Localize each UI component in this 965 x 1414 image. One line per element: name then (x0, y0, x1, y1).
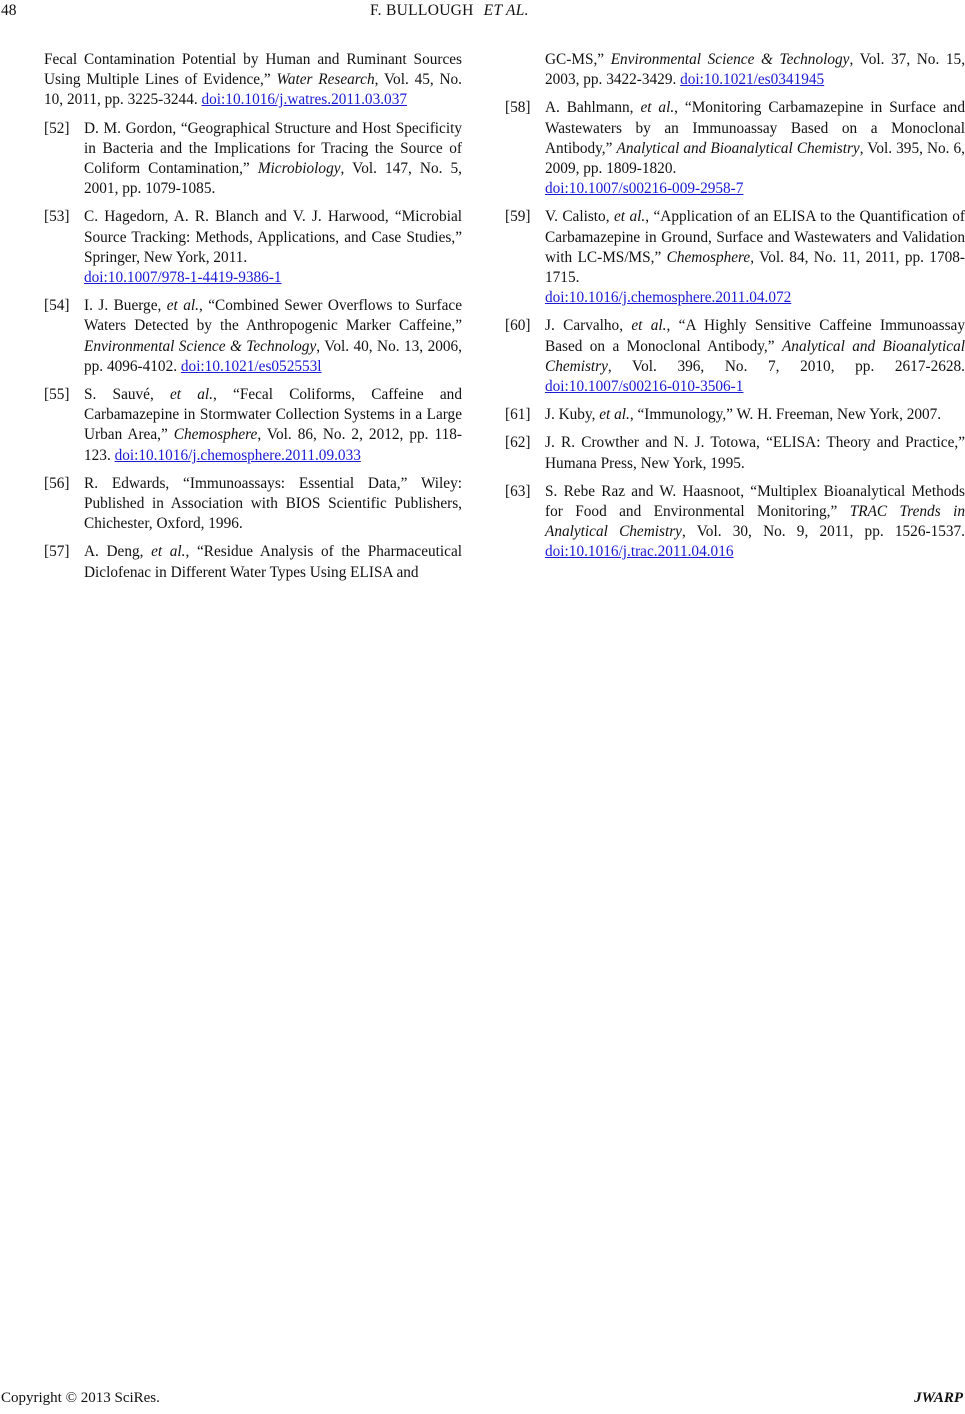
reference-entry (505, 98, 965, 199)
doi-link[interactable]: doi:10.1021/es0341945 (680, 71, 825, 89)
journal-title: Chemosphere (666, 248, 751, 266)
reference-entry (505, 482, 965, 563)
page-number: 48 (1, 2, 17, 19)
reference-number: [52] (44, 119, 70, 137)
et-al: et al. (151, 543, 186, 561)
reference-continuation: GC-MS,” Environmental Science & Technology, Vol. 37, No. 15, 2003, pp. 3422-3429. doi:10.1021/es0341945 (545, 51, 965, 89)
reference-text: C. Hagedorn, A. R. Blanch and V. J. Harwood, “Microbial Source Tracking: Methods, Applications, and Case Studies,” Springer, New York, 2011. (84, 208, 462, 266)
doi-link[interactable]: doi:10.1007/s00216-009-2958-7 (545, 180, 744, 198)
et-al: et al. (170, 386, 213, 404)
et-al: ET AL. (483, 2, 529, 19)
et-al: et al. (599, 406, 630, 424)
reference-number: [62] (505, 434, 531, 452)
reference-text: , “Combined Sewer Overflows to Surface Waters Detected by the Anthropogenic Marker Caffeine,” (84, 297, 462, 335)
reference-entry (44, 474, 462, 535)
journal-abbreviation: JWARP (914, 1390, 963, 1406)
reference-details: , Vol. 147, No. 5, 2001, pp. 1079-1085. (84, 160, 462, 198)
reference-text: , “Monitoring Carbamazepine in Surface and Wastewaters by an Immunoassay Based on a Monoclonal Antibody,” (545, 99, 965, 157)
reference-number: [61] (505, 406, 531, 424)
reference-entry (44, 296, 462, 377)
et-al: et al. (640, 99, 675, 117)
reference-text: , “Immunology,” W. H. Freeman, New York, 2007. (629, 406, 942, 424)
doi-link[interactable]: doi:10.1007/s00216-010-3506-1 (545, 378, 744, 396)
reference-number: [57] (44, 543, 70, 561)
reference-number: [58] (505, 99, 531, 117)
reference-text: J. Carvalho, (545, 317, 632, 335)
reference-entry (505, 316, 965, 397)
author-name: F. BULLOUGH (370, 2, 474, 19)
reference-number: [55] (44, 386, 70, 404)
reference-text: D. M. Gordon, “Geographical Structure and Host Specificity in Bacteria and the Implications for Tracing the Source of Coliform Contamination,” (84, 119, 462, 178)
reference-number: [60] (505, 317, 531, 335)
reference-text: S. Rebe Raz and W. Haasnoot, “Multiplex Bioanalytical Methods for Food and Environmental Monitoring,” (545, 482, 965, 521)
et-al: et al. (613, 208, 646, 226)
running-header (0, 0, 965, 24)
reference-text: , “Fecal Coliforms, Caffeine and Carbamazepine in Stormwater Collection Systems in a Large Urban Area,” (84, 386, 462, 444)
doi-link[interactable]: doi:10.1016/j.chemosphere.2011.09.033 (114, 446, 361, 464)
journal-title: Chemosphere (173, 426, 258, 444)
reference-details: , Vol. 396, No. 7, 2010, pp. 2617-2628. (607, 357, 965, 375)
reference-details: , Vol. 84, No. 11, 2011, pp. 1708-1715. (545, 248, 965, 287)
journal-title: Analytical and Bioanalytical Chemistry (616, 139, 860, 157)
et-al: et al. (631, 317, 667, 335)
reference-number: [63] (505, 482, 531, 500)
reference-text: I. J. Buerge, (84, 297, 167, 315)
running-head-authors (370, 2, 529, 20)
reference-text: R. Edwards, “Immunoassays: Essential Data,” Wiley: Published in Association with BIOS Scientific Publishers, Chichester, Oxford, 1996. (84, 474, 462, 533)
et-al: et al. (166, 297, 199, 315)
reference-entry (505, 433, 965, 473)
reference-details: , Vol. 86, No. 2, 2012, pp. 118-123. (84, 426, 462, 464)
reference-continuation: Fecal Contamination Potential by Human and Ruminant Sources Using Multiple Lines of Evidence,” Water Research, Vol. 45, No. 10, 2011, pp. 3225-3244. doi:10.1016/j.watres.2011.03.037 (44, 51, 463, 109)
reference-text: J. R. Crowther and N. J. Totowa, “ELISA: Theory and Practice,” Humana Press, New York, 1995. (545, 434, 965, 472)
journal-title: TRAC Trends in Analytical Chemistry (545, 503, 965, 541)
reference-entry (44, 542, 462, 582)
copyright-notice: Copyright © 2013 SciRes. (1, 1390, 160, 1406)
journal-title: Microbiology (257, 160, 341, 178)
reference-text: A. Deng, (84, 543, 152, 561)
reference-number: [56] (44, 474, 70, 492)
reference-text: J. Kuby, (545, 406, 600, 424)
reference-text: V. Calisto, (545, 208, 614, 226)
doi-link[interactable]: doi:10.1016/j.watres.2011.03.037 (201, 91, 407, 109)
reference-details: , Vol. 40, No. 13, 2006, pp. 4096-4102. (84, 337, 462, 375)
journal-title: Analytical and Bioanalytical Chemistry (545, 337, 965, 375)
reference-entry (44, 385, 462, 466)
reference-entry (44, 207, 462, 288)
reference-number: [53] (44, 208, 70, 226)
reference-details: , Vol. 30, No. 9, 2011, pp. 1526-1537. (681, 523, 965, 541)
doi-link[interactable]: doi:10.1016/j.trac.2011.04.016 (545, 543, 734, 561)
right-column (505, 50, 965, 571)
doi-link[interactable]: doi:10.1016/j.chemosphere.2011.04.072 (545, 289, 792, 307)
reference-details: , Vol. 395, No. 6, 2009, pp. 1809-1820. (545, 139, 965, 178)
reference-entry (505, 207, 965, 308)
left-column (44, 50, 462, 591)
doi-link[interactable]: doi:10.1021/es052553l (180, 357, 322, 375)
reference-entry (505, 405, 965, 425)
reference-text: , “A Highly Sensitive Caffeine Immunoassay Based on a Monoclonal Antibody,” (545, 317, 965, 355)
doi-link[interactable]: doi:10.1007/978-1-4419-9386-1 (84, 269, 282, 287)
reference-text: , “Residue Analysis of the Pharmaceutical Diclofenac in Different Water Types Using ELISA and (84, 543, 462, 581)
reference-entry (44, 119, 462, 200)
reference-text: , “Application of an ELISA to the Quantification of Carbamazepine in Ground, Surface and Wastewaters and Validation with LC-MS/MS,” (545, 208, 965, 266)
reference-number: [59] (505, 208, 531, 226)
reference-text: S. Sauvé, (84, 386, 170, 404)
reference-text: A. Bahlmann, (545, 99, 641, 117)
reference-number: [54] (44, 297, 70, 315)
journal-title: Environmental Science & Technology (84, 337, 317, 355)
